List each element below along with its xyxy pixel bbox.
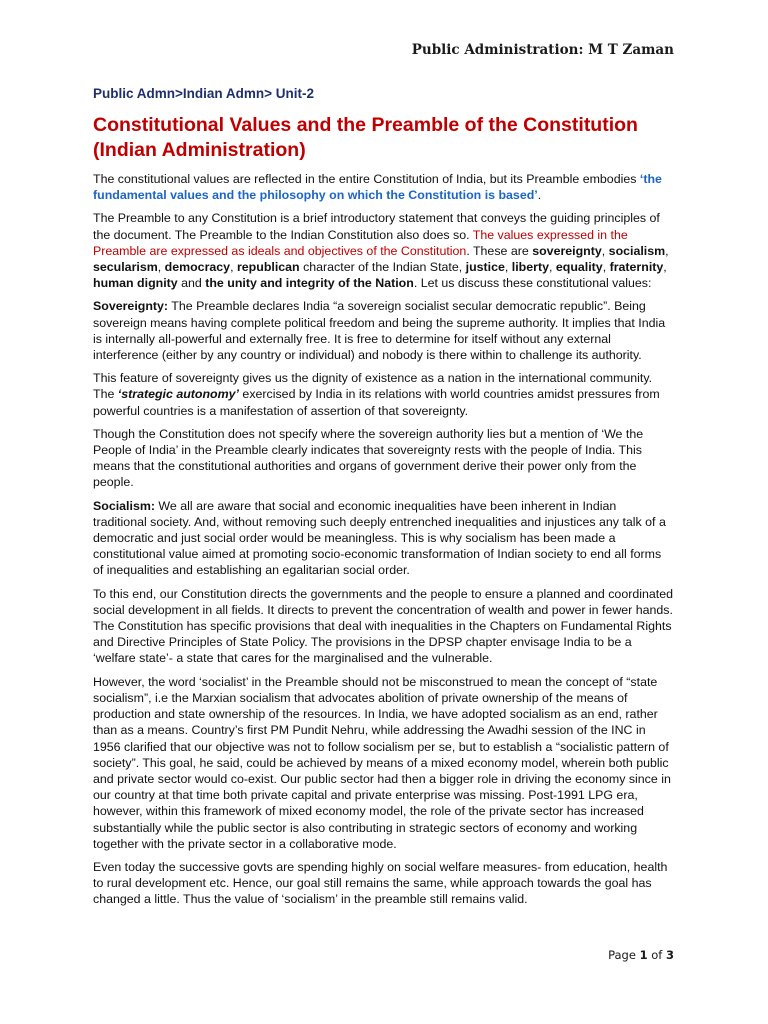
paragraph-dignity: This feature of sovereignty gives us the dignity of existence as a nation in the international community. The ‘strategic autonomy’ exercised by India in its relations with world countries amidst pressures from powerful countries is a manifestation of assertion of that sovereignty. (93, 371, 660, 418)
term-label: Sovereignty: (93, 299, 169, 314)
paragraph-sovereignty: Sovereignty: The Preamble declares India “a sovereign socialist secular democratic republic”. Being sovereign means having complete political freedom and being the supreme authority. It implies that India is internally all-powerful and externally free. It is free to determine for itself without any external interference (either by any country or individual) and nobody is there within to challenge its authority. (93, 299, 666, 363)
paragraph-socialism: Socialism: We all are aware that social and economic inequalities have been inherent in Indian traditional society. And, without removing such deeply entrenched inequalities and injustices any talk of a democratic and just social order would be meaningless. This is why socialism has been made a constitutional value aimed at promoting socio-economic transformation of Indian society to end all forms of inequalities and establishing an egalitarian social order. (93, 498, 666, 578)
page-number: 1 (639, 948, 648, 962)
emphasis: ‘strategic autonomy’ (117, 387, 239, 402)
paragraph-sovereign-authority: Though the Constitution does not specify where the sovereign authority lies but a mention of ‘We the People of India’ in the Preamble clearly indicates that sovereignty rests with the people of India. This means that the constitutional authorities and organs of government derive their power only from the people. (93, 426, 644, 490)
paragraph-intro: The constitutional values are reflected in the entire Constitution of India, but its Preamble embodies ‘the fundamental values and the philosophy on which the Constitution is based’. (93, 172, 662, 203)
document-body (93, 86, 673, 915)
paragraph-planned-development: To this end, our Constitution directs the governments and the people to ensure a planned and coordinated social development in all fields. It directs to prevent the concentration of wealth and power in fewer hands. The Constitution has specific provisions that deal with inequalities in the Chapters on Fundamental Rights and Directive Principles of State Policy. The provisions in the DPSP chapter envisage India to be a ‘welfare state’- a state that cares for the marginalised and the vulnerable. (93, 586, 673, 666)
paragraph-state-socialism: However, the word ‘socialist’ in the Preamble should not be misconstrued to mean the concept of “state socialism”, i.e the Marxian socialism that advocates abolition of private ownership of the means of production and state ownership of the resources. In India, we have adopted socialism as an end, rather than as a means. Country’s first PM Pundit Nehru, while addressing the Awadhi session of the INC in 1956 clarified that our objective was not to follow socialism per se, but to establish a “socialistic pattern of society”. This goal, he said, could be achieved by means of a mixed economy model, wherein both public and private sector would co-exist. Our public sector had then a bigger role in driving the economy since in our country at that time both private capital and private enterprise was missing. Post-1991 LPG era, however, within this framework of mixed economy model, the role of the private sector has increased substantially while the public sector is also contributing in strategic sectors of economy and working together with the private sector in a collaborative mode. (93, 674, 671, 851)
highlight-red: The values expressed in the Preamble are expressed as ideals and objectives of the Constitution (93, 227, 628, 258)
paragraph-welfare: Even today the successive govts are spending highly on social welfare measures- from education, health to rural development etc. Hence, our goal still remains the same, while approach towards the goal has changed a little. Thus the value of ‘socialism’ in the preamble still remains valid. (93, 859, 668, 907)
paragraph-preamble: The Preamble to any Constitution is a brief introductory statement that conveys the guiding principles of the document. The Preamble to the Indian Constitution also does so. The values expressed in the Preamble are expressed as ideals and objectives of the Constitution. These are sovereignty, socialism, secularism, democracy, republican character of the Indian State, justice, liberty, equality, fraternity, human dignity and the unity and integrity of the Nation. Let us discuss these constitutional values: (93, 211, 669, 291)
term-label: Socialism: (93, 498, 155, 513)
page-header: Public Administration: M T Zaman (411, 42, 674, 58)
page-total: 3 (665, 948, 674, 962)
page-footer: Page 1 of 3 (608, 948, 674, 962)
key-quote: ‘the fundamental values and the philosophy on which the Constitution is based’ (93, 172, 662, 203)
breadcrumb: Public Admn>Indian Admn> Unit-2 (93, 86, 315, 101)
page-title: Constitutional Values and the Preamble of the Constitution (Indian Administration) (93, 114, 638, 161)
